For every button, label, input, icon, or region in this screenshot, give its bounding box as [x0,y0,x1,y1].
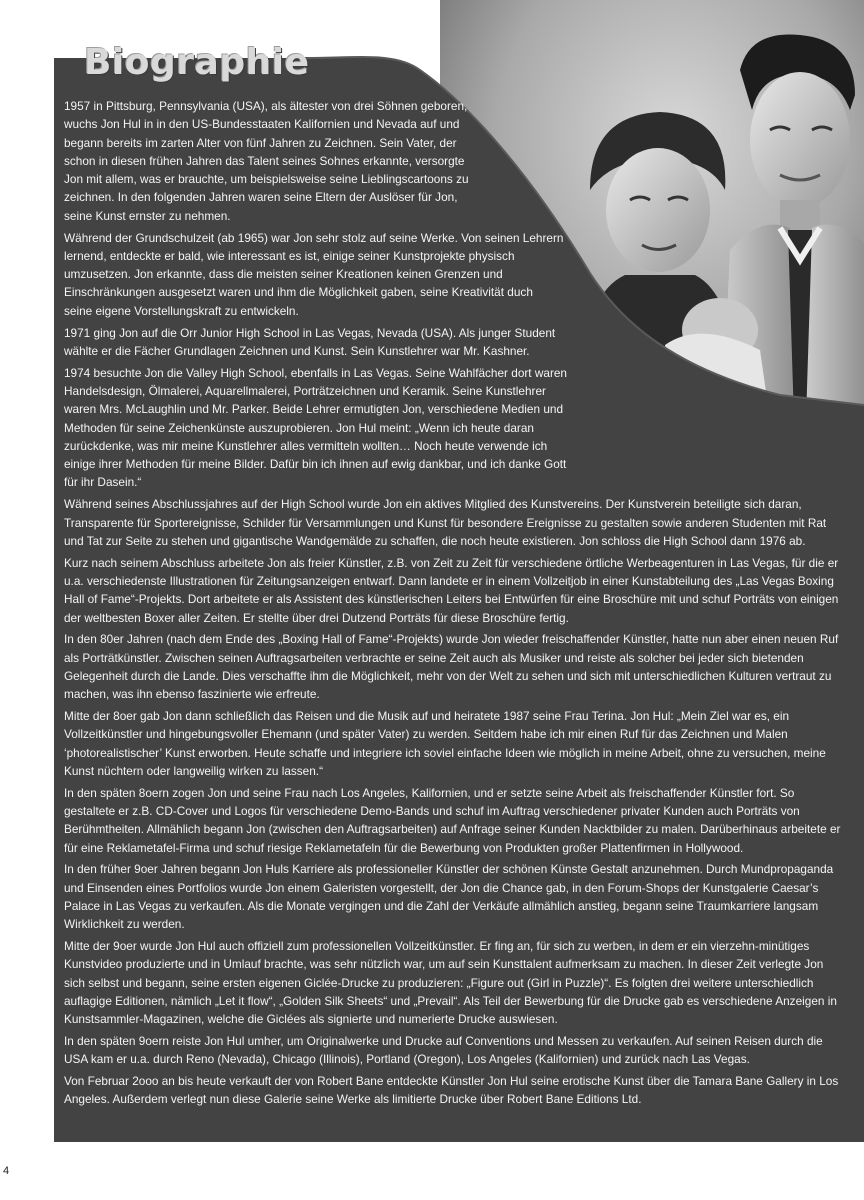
biography-paragraph: In den späten 8oern zogen Jon und seine Frau nach Los Angeles, Kalifornien, und er setzte seine Arbeit als freischaffender Künstler fort. So gestaltete er z.B. CD-Cover und Logos für verschiedene Demo-Bands und schuf im Auftrag verschiedener privater Kunden auch Porträts von Berühmtheiten. Allmählich begann Jon (zwischen den Auftragsarbeiten) auf Anfrage seiner Kunden Nacktbilder zu malen. Darüberhinaus arbeitete er für eine Reklametafel-Firma und schuf riesige Reklametafeln für die Bewerbung von Produkten großer Plattenfirmen in Hollywood. [64,785,841,855]
biography-paragraph: Mitte der 8oer gab Jon dann schließlich das Reisen und die Musik auf und heiratete 1987 seine Frau Terina. Jon Hul: „Mein Ziel war es, ein Vollzeitkünstler und hingebungsvoller Ehemann (und später Vater) zu werden. Seitdem habe ich mir einen Ruf für das Zeichnen und Malen ‘photorealistischer’ Kunst erworben. Heute schaffe und integriere ich soviel einfache Ideen wie möglich in meine Arbeit, ohne zu versuchen, meine Kunst nüchtern oder langweilig wirken zu lassen.“ [64,709,826,778]
biography-paragraph: 1957 in Pittsburg, Pennsylvania (USA), als ältester von drei Söhnen geboren, wuchs Jon Hul in in den US-Bundesstaaten Kalifornien und Nevada auf und begann bereits im zarten Alter von fünf Jahren zu Zeichnen. Sein Vater, der schon in diesen frühen Jahren das Talent seines Sohnes erkannte, versorgte Jon mit allem, was er brauchte, um beispielsweise seine Lieblingscartoons zu zeichnen. In den folgenden Jahren waren seine Eltern der Auslöser für Jon, seine Kunst ernster zu nehmen. [64,99,469,223]
biography-paragraph: 1971 ging Jon auf die Orr Junior High School in Las Vegas, Nevada (USA). Als junger Student wählte er die Fächer Grundlagen Zeichnen und Kunst. Sein Kunstlehrer war Mr. Kashner. [64,325,556,358]
page-number: 4 [3,1165,10,1177]
ghost-heading: Biography [78,18,237,48]
biography-paragraph: In den 80er Jahren (nach dem Ende des „Boxing Hall of Fame“-Projekts) wurde Jon wieder freischaffender Künstler, hatte nun aber einen neuen Ruf als Porträtkünstler. Zwischen seinen Auftragsarbeiten verbrachte er seine Zeit auch als Musiker und reiste als solcher bei jeder sich bietenden Gelegenheit durch die Lande. Dies verschaffte ihm die Möglichkeit, mehr von der Welt zu sehen und sich mit unterschiedlichen Kulturen vertraut zu machen, was ihn ebenso faszinierte wie erfreute. [64,632,839,702]
biography-paragraph: In den späten 9oern reiste Jon Hul umher, um Originalwerke und Drucke auf Conventions und Messen zu verkaufen. Auf seinen Reisen durch die USA kam er u.a. durch Reno (Nevada), Chicago (Illinois), Portland (Oregon), Los Angeles (Kalifornien) und zurück nach Las Vegas. [64,1034,823,1067]
biography-paragraph: Während seines Abschlussjahres auf der High School wurde Jon ein aktives Mitglied des Kunstvereins. Der Kunstverein beteiligte sich daran, Transparente für Sportereignisse, Schilder für Versammlungen und Kunst für besondere Ereignisse zu gestalten sowie anderen Studenten mit Rat und Tat zur Seite zu stehen und gigantische Wandgemälde zu schaffen, die noch heute existieren. Jon schloss die High School dann 1976 ab. [64,497,827,548]
biography-paragraph: Von Februar 2ooo an bis heute verkauft der von Robert Bane entdeckte Künstler Jon Hul seine erotische Kunst über die Tamara Bane Gallery in Los Angeles. Außerdem verlegt nun diese Galerie seine Werke als limitierte Drucke über Robert Bane Editions Ltd. [64,1074,839,1107]
biography-paragraph: Während der Grundschulzeit (ab 1965) war Jon sehr stolz auf seine Werke. Von seinen Lehrern lernend, entdeckte er bald, wie interessant es ist, einige seiner Kunstprojekte physisch umzusetzen. Jon erkannte, dass die meisten seiner Kreationen keinen Grenzen und Einschränkungen ausgesetzt waren und ihm die Möglichkeit gaben, seine Kreativität duch seine eigene Vorstellungskraft zu entwickeln. [64,230,564,318]
biography-paragraph: In den früher 9oer Jahren begann Jon Huls Karriere als professioneller Künstler der schönen Künste Gestalt anzunehmen. Durch Mundpropaganda und Einsenden eines Portfolios wurde Jon einem Galeristen vorgestellt, der Jon die Chance gab, in den Forum-Shops der Kunstgalerie Caesar’s Palace in Las Vegas zu verkaufen. Als die Monate vergingen und die Zahl der Verkäufe allmählich anstieg, begann seine Traumkarriere langsam Wirklichkeit zu werden. [64,862,834,932]
biography-paragraph: Mitte der 9oer wurde Jon Hul auch offiziell zum professionellen Vollzeitkünstler. Er fing an, für sich zu werben, in dem er ein vierzehn-minütiges Kunstvideo produzierte und in Umlauf brachte, was sehr nützlich war, um auf sein Kunsttalent aufmerksam zu machen. In dieser Zeit verlegte Jon sich selbst und begann, seine ersten eigenen Giclée-Drucke zu produzieren: „Figure out (Girl in Puzzle)“. Es folgten drei weitere unterschiedlich auflagige Editionen, nämlich „Let it flow“, „Golden Silk Sheets“ und „Prevail“. Als Teil der Bewerbung für die Drucke gab es verschiedene Anzeigen in Kunstsammler-Magazinen, welche die Giclées als signierte und numerierte Drucke auswiesen. [64,939,837,1027]
biography-text [64,97,844,1112]
biography-paragraph: 1974 besuchte Jon die Valley High School, ebenfalls in Las Vegas. Seine Wahlfächer dort waren Handelsdesign, Ölmalerei, Aquarellmalerei, Porträtzeichnen und Keramik. Seine Kunstlehrer waren Mrs. McLaughlin und Mr. Parker. Beide Lehrer ermutigten Jon, verschiedene Medien und Methoden für seine Zeichenkünste auszuprobieren. Jon Hul meint: „Wenn ich heute daran zurückdenke, was mir meine Kunstlehrer alles vermitteln wollten… Noch heute verwende ich einige ihrer Methoden für meine Bilder. Dafür bin ich ihnen auf ewig dankbar, und ich danke Gott für ihr Dasein.“ [64,365,567,490]
page-title: Biographie [84,42,310,83]
biography-paragraph: Kurz nach seinem Abschluss arbeitete Jon als freier Künstler, z.B. von Zeit zu Zeit für verschiedene örtliche Werbeagenturen in Las Vegas, für die er u.a. verschiedenste Illustrationen für Zeitungsanzeigen entwarf. Dann landete er in einem Vollzeitjob in einer Kunstabteilung des „Las Vegas Boxing Hall of Fame“-Projekts. Dort arbeitete er als Assistent des künstlerischen Leiters bei Entwürfen für eine Broschüre mit und schuf Porträts von einigen der weltbesten Boxer aller Zeiten. Er stellte über drei Dutzend Porträts für diese Broschüre fertig. [64,555,839,625]
